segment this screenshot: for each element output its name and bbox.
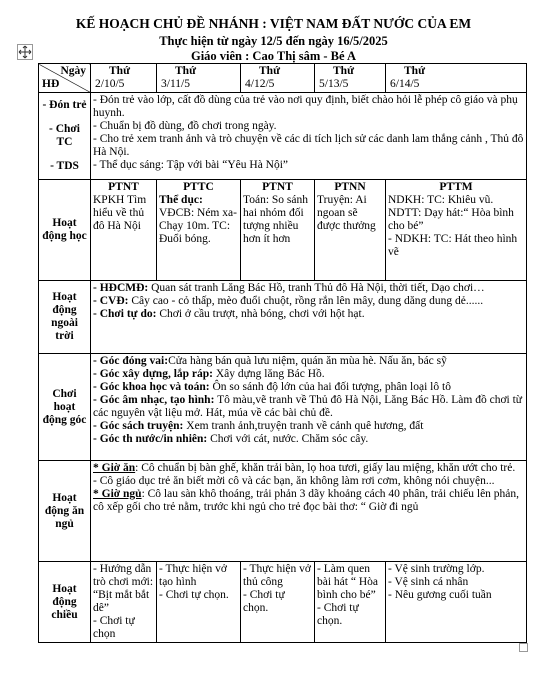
lesson-row: [39, 180, 527, 281]
outdoor-row: [39, 281, 527, 354]
lesson-label: Hoạt động học: [39, 180, 91, 281]
lesson-cell-4: PTNN Truyện: Ai ngoan sẽ được thưởng: [315, 180, 386, 281]
morning-label-cell: - Đón trẻ - Chơi TC - TDS: [39, 93, 91, 180]
plan-title: KẾ HOẠCH CHỦ ĐỀ NHÁNH : VIỆT NAM ĐẤT NƯỚC CỦA EM: [75, 16, 472, 31]
day-header-row: [39, 64, 527, 93]
corner-cell: [39, 64, 91, 93]
day-cell-2: Thứ 3/11/5: [157, 64, 241, 93]
corner-play-content-cell: - Góc đóng vai:Cửa hàng bán quà lưu niệm, quán ăn mùa hè. Nấu ăn, bác sỹ - Góc xây dựng, lắp ráp: Xây dựng lăng Bác Hồ. - Góc khoa học và toán: Ôn so sánh độ lớn của hai đối tượng, phân loại lô tô - Góc âm nhạc, tạo hình: Tô màu,vẽ tranh về Thủ đô Hà Nội, Lăng Bác Hồ. Làm đồ chơi từ các nguyên vật liệu mở. Hát, múa về các bài chủ đề. - Góc sách truyện: Xem tranh ảnh,truyện tranh về cảnh quê hương, đất - Góc th nước/in nhiên: Chơi với cát, nước. Chăm sóc cây.: [91, 354, 527, 461]
day-cell-3: Thứ 4/12/5: [241, 64, 315, 93]
afternoon-label: Hoạt động chiều: [39, 562, 91, 643]
corner-play-row: [39, 354, 527, 461]
day-cell-4: Thứ 5/13/5: [315, 64, 386, 93]
corner-activity-label: HĐ: [42, 78, 60, 90]
lesson-cell-3: PTNT Toán: So sánh hai nhóm đối tượng nhiều hơn ít hơn: [241, 180, 315, 281]
day-cell-1: Thứ 2/10/5: [91, 64, 157, 93]
corner-play-label: Chơi hoạt động góc: [39, 354, 91, 461]
meal-sleep-label: Hoạt động ăn ngủ: [39, 461, 91, 562]
weekly-plan-table: [38, 63, 527, 643]
morning-row: [39, 93, 527, 180]
afternoon-cell-3: - Thực hiện vở thủ công - Chơi tự chọn.: [241, 562, 315, 643]
outdoor-label: Hoạt động ngoài trời: [39, 281, 91, 354]
corner-day-label: Ngày: [60, 65, 86, 77]
plan-period: Thực hiện từ ngày 12/5 đến ngày 16/5/2025: [159, 34, 388, 48]
plan-teacher: Giáo viên : Cao Thị sâm - Bé A: [190, 49, 357, 63]
lesson-cell-2: PTTC Thể dục: VĐCB: Ném xa-Chạy 10m. TC: Đuổi bóng.: [157, 180, 241, 281]
afternoon-cell-2: - Thực hiện vở tạo hình - Chơi tự chọn.: [157, 562, 241, 643]
afternoon-cell-4: - Làm quen bài hát “ Hòa bình cho bé” - Chơi tự chọn.: [315, 562, 386, 643]
table-move-handle-icon[interactable]: [17, 44, 33, 60]
table-resize-handle-icon[interactable]: [519, 643, 528, 652]
lesson-cell-5: PTTM NDKH: TC: Khiêu vũ. NDTT: Dạy hát:“ Hòa bình cho bé” - NDKH: TC: Hát theo hình vẽ: [386, 180, 527, 281]
meal-sleep-content-cell: * Giờ ăn: Cô chuẩn bị bàn ghế, khăn trải bàn, lọ hoa tươi, giấy lau miệng, khăn ướt cho trẻ. - Cô giáo dục trẻ ăn biết mời cô và các bạn, ăn không làm rơi cơm, không nói chuyện... * Giờ ngủ: Cô lau sàn khô thoáng, trải phản 3 dãy khoảng cách 40 phân, trải chiếu lên phản, cô xếp gối cho trẻ nằm, trước khi ngủ cho trẻ đọc bài thơ: “ Giờ đi ngủ: [91, 461, 527, 562]
day-cell-5: Thứ 6/14/5: [386, 64, 527, 93]
lesson-cell-1: PTNT KPKH Tìm hiểu về thủ đô Hà Nội: [91, 180, 157, 281]
afternoon-cell-1: - Hướng dẫn trò chơi mới: “Bịt mắt bắt dê” - Chơi tự chọn: [91, 562, 157, 643]
meal-sleep-row: [39, 461, 527, 562]
afternoon-row: [39, 562, 527, 643]
outdoor-content-cell: - HĐCMĐ: Quan sát tranh Lăng Bác Hồ, tranh Thủ đô Hà Nội, thời tiết, Dạo chơi… - CVĐ: Cây cao - cỏ thấp, mèo đuổi chuột, rồng rắn lên mây, dung dăng dung dẻ...... - Chơi tự do: Chơi ở cầu trượt, nhà bóng, chơi với hột hạt.: [91, 281, 527, 354]
afternoon-cell-5: - Vệ sinh trường lớp. - Vệ sinh cá nhân - Nêu gương cuối tuần: [386, 562, 527, 643]
morning-content-cell: - Đón trẻ vào lớp, cất đồ dùng của trẻ vào nơi quy định, biết chào hỏi lễ phép cô giáo và phụ huynh. - Chuẩn bị đồ dùng, đồ chơi trong ngày. - Cho trẻ xem tranh ảnh và trò chuyện về các di tích lịch sử các danh lam thắng cảnh , Thủ đô Hà Nội. - Thể dục sáng: Tập với bài “Yêu Hà Nội”: [91, 93, 527, 180]
